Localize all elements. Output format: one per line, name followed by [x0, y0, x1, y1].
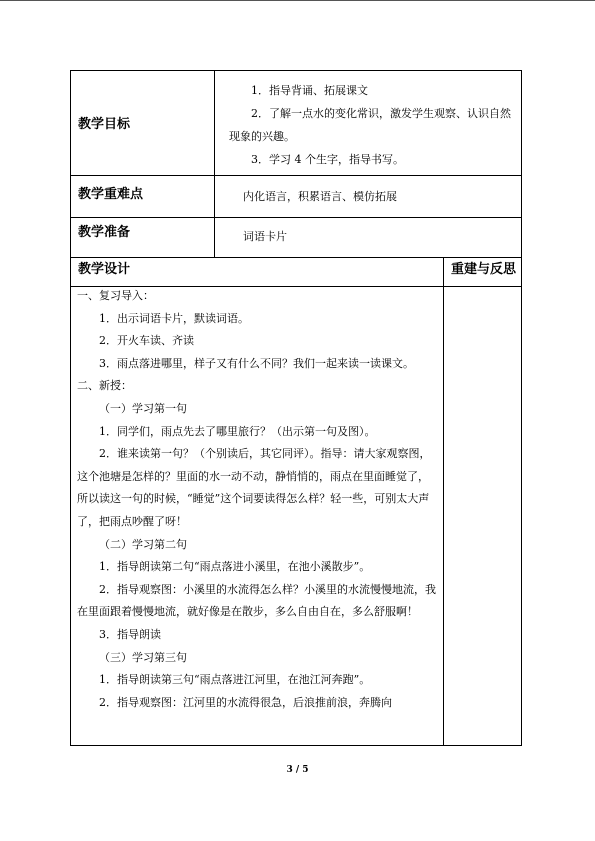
- body-paragraph: 一、复习导入：: [77, 289, 154, 302]
- body-paragraph: 2．指导观察图：江河里的水流得很急，后浪推前浪，奔腾向: [99, 695, 392, 709]
- body-paragraph: 2．开火车读、齐读: [99, 334, 194, 348]
- column-divider: [214, 71, 215, 257]
- row-divider: [71, 217, 521, 218]
- body-paragraph: 1．同学们，雨点先去了哪里旅行？（出示第一句及图）。: [99, 424, 376, 438]
- objective-item: 2．了解一点水的变化常识，激发学生观察、认识自然现象的兴趣。: [229, 107, 511, 143]
- row-divider: [71, 175, 521, 176]
- body-paragraph: 1．指导朗读第三句“雨点落进江河里，在池江河奔跑”。: [99, 673, 371, 687]
- design-body: [77, 285, 437, 714]
- body-subheading: （一）学习第一句: [99, 401, 187, 415]
- objectives-label: 教学目标: [78, 117, 131, 132]
- body-paragraph: 3．指导朗读: [99, 627, 161, 641]
- body-subheading: （二）学习第二句: [99, 537, 187, 551]
- objective-item: 1．指导背诵、拓展课文: [251, 84, 368, 97]
- page-number: 3 / 5: [286, 765, 309, 775]
- preparation-content: 词语卡片: [243, 230, 287, 243]
- body-paragraph: 2．谁来读第一句？（个别读后，其它同评）。指导：请大家观察图，这个池塘是怎样的？里面的水一动不动，静悄悄的，雨点在里面睡觉了，所以读这一句的时候，“睡觉”这个词要读得怎么样？轻一些，可别太大声了，把雨点吵醒了呀！: [77, 447, 431, 528]
- preparation-label: 教学准备: [78, 225, 131, 240]
- key-points-content: 内化语言，积累语言、模仿拓展: [243, 190, 397, 203]
- column-divider-reflection: [443, 257, 444, 745]
- body-paragraph: 1．指导朗读第二句“雨点落进小溪里，在池小溪散步”。: [99, 560, 371, 574]
- objective-item: 3．学习 4 个生字，指导书写。: [251, 153, 404, 166]
- body-paragraph: 2．指导观察图：小溪里的水流得怎么样？小溪里的水流慢慢地流，我在里面跟着慢慢地流，就好像是在散步，多么自由自在，多么舒服啊！: [77, 582, 436, 619]
- design-label: 教学设计: [78, 262, 131, 277]
- body-paragraph: 1．出示词语卡片，默读词语。: [99, 311, 249, 325]
- top-rule: [0, 0, 595, 1]
- objectives-content: [229, 79, 517, 171]
- row-divider: [71, 257, 521, 258]
- key-points-label: 教学重难点: [78, 187, 144, 202]
- body-paragraph: 二、新授：: [77, 379, 132, 393]
- body-paragraph: 3．雨点落进哪里，样子又有什么不同？我们一起来读一读课文。: [99, 356, 414, 370]
- body-subheading: （三）学习第三句: [99, 650, 187, 664]
- reflection-label: 重建与反思: [451, 262, 517, 277]
